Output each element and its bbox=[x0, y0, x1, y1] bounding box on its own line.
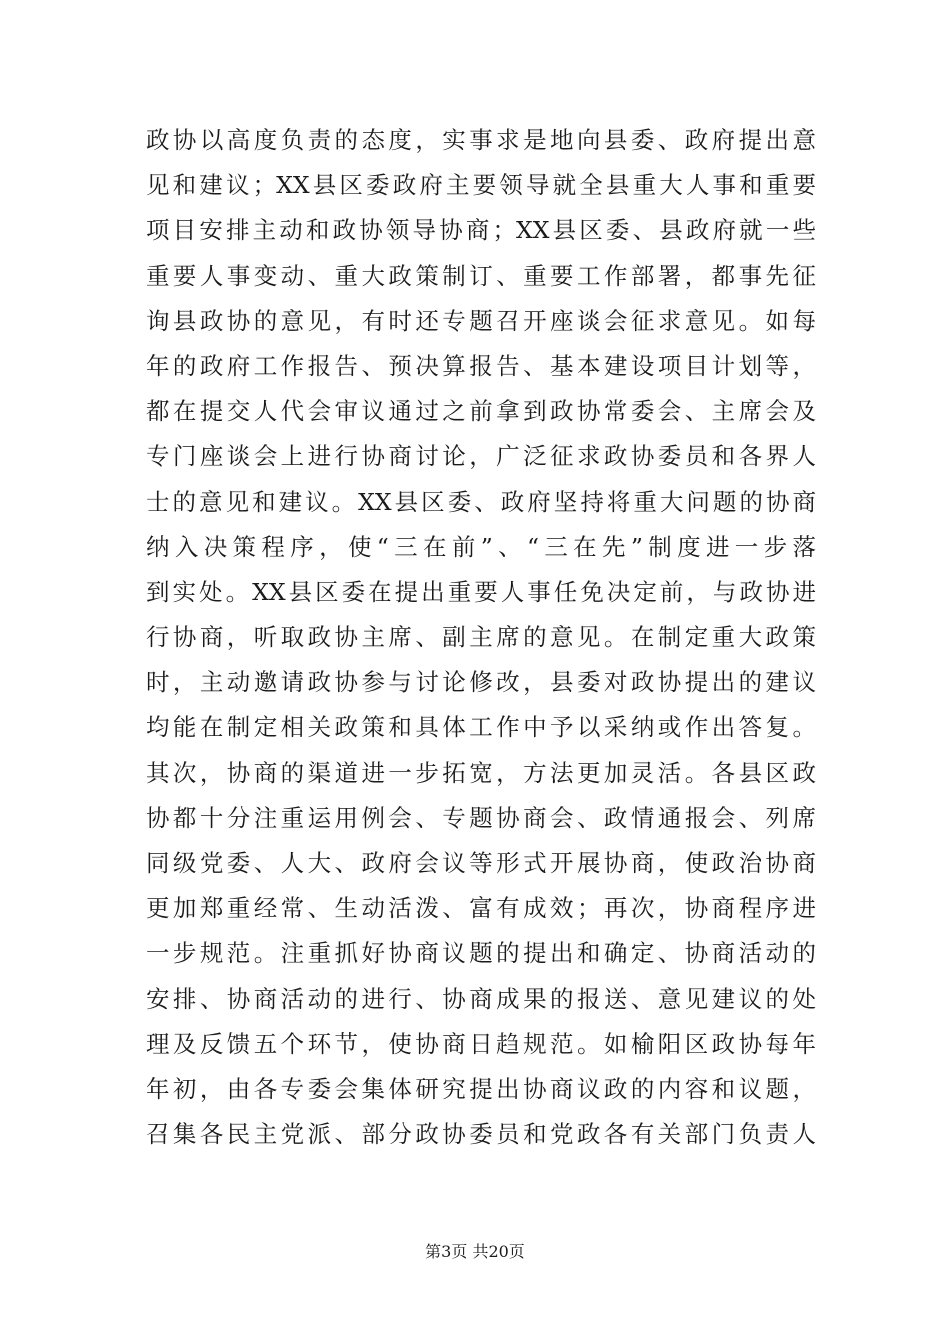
text-line: 重要人事变动、重大政策制订、重要工作部署，都事先征 bbox=[146, 261, 816, 290]
text-line: 均能在制定相关政策和具体工作中予以采纳或作出答复。 bbox=[146, 713, 816, 742]
text-line: 召集各民主党派、部分政协委员和党政各有关部门负责人 bbox=[146, 1120, 816, 1149]
text-line: 其次，协商的渠道进一步拓宽，方法更加灵活。各县区政 bbox=[146, 758, 816, 787]
text-line: 纳入决策程序，使“三在前”、“三在先”制度进一步落 bbox=[146, 532, 816, 561]
text-line: 行协商，听取政协主席、副主席的意见。在制定重大政策 bbox=[146, 623, 816, 652]
body-text bbox=[146, 118, 816, 1157]
text-line: 协都十分注重运用例会、专题协商会、政情通报会、列席 bbox=[146, 803, 816, 832]
text-line: 时，主动邀请政协参与讨论修改，县委对政协提出的建议 bbox=[146, 668, 816, 697]
text-line: 年初，由各专委会集体研究提出协商议政的内容和议题， bbox=[146, 1074, 816, 1103]
text-line: 安排、协商活动的进行、协商成果的报送、意见建议的处 bbox=[146, 984, 816, 1013]
text-line: 士的意见和建议。XX县区委、政府坚持将重大问题的协商 bbox=[146, 487, 816, 516]
text-line: 项目安排主动和政协领导协商；XX县区委、县政府就一些 bbox=[146, 216, 816, 245]
text-line: 专门座谈会上进行协商讨论，广泛征求政协委员和各界人 bbox=[146, 442, 816, 471]
page-footer bbox=[0, 1241, 950, 1263]
text-line: 理及反馈五个环节，使协商日趋规范。如榆阳区政协每年 bbox=[146, 1029, 816, 1058]
text-line: 年的政府工作报告、预决算报告、基本建设项目计划等， bbox=[146, 351, 816, 380]
text-line: 到实处。XX县区委在提出重要人事任免决定前，与政协进 bbox=[146, 577, 816, 606]
text-line: 同级党委、人大、政府会议等形式开展协商，使政治协商 bbox=[146, 849, 816, 877]
text-line: 更加郑重经常、生动活泼、富有成效；再次，协商程序进 bbox=[146, 894, 816, 923]
text-line: 都在提交人代会审议通过之前拿到政协常委会、主席会及 bbox=[146, 397, 816, 426]
text-line: 见和建议；XX县区委政府主要领导就全县重大人事和重要 bbox=[146, 171, 816, 200]
text-line: 政协以高度负责的态度，实事求是地向县委、政府提出意 bbox=[146, 126, 816, 154]
text-line: 一步规范。注重抓好协商议题的提出和确定、协商活动的 bbox=[146, 939, 816, 968]
page-number-label: 第3页 共20页 bbox=[425, 1242, 525, 1261]
text-line: 询县政协的意见，有时还专题召开座谈会征求意见。如每 bbox=[146, 306, 816, 335]
